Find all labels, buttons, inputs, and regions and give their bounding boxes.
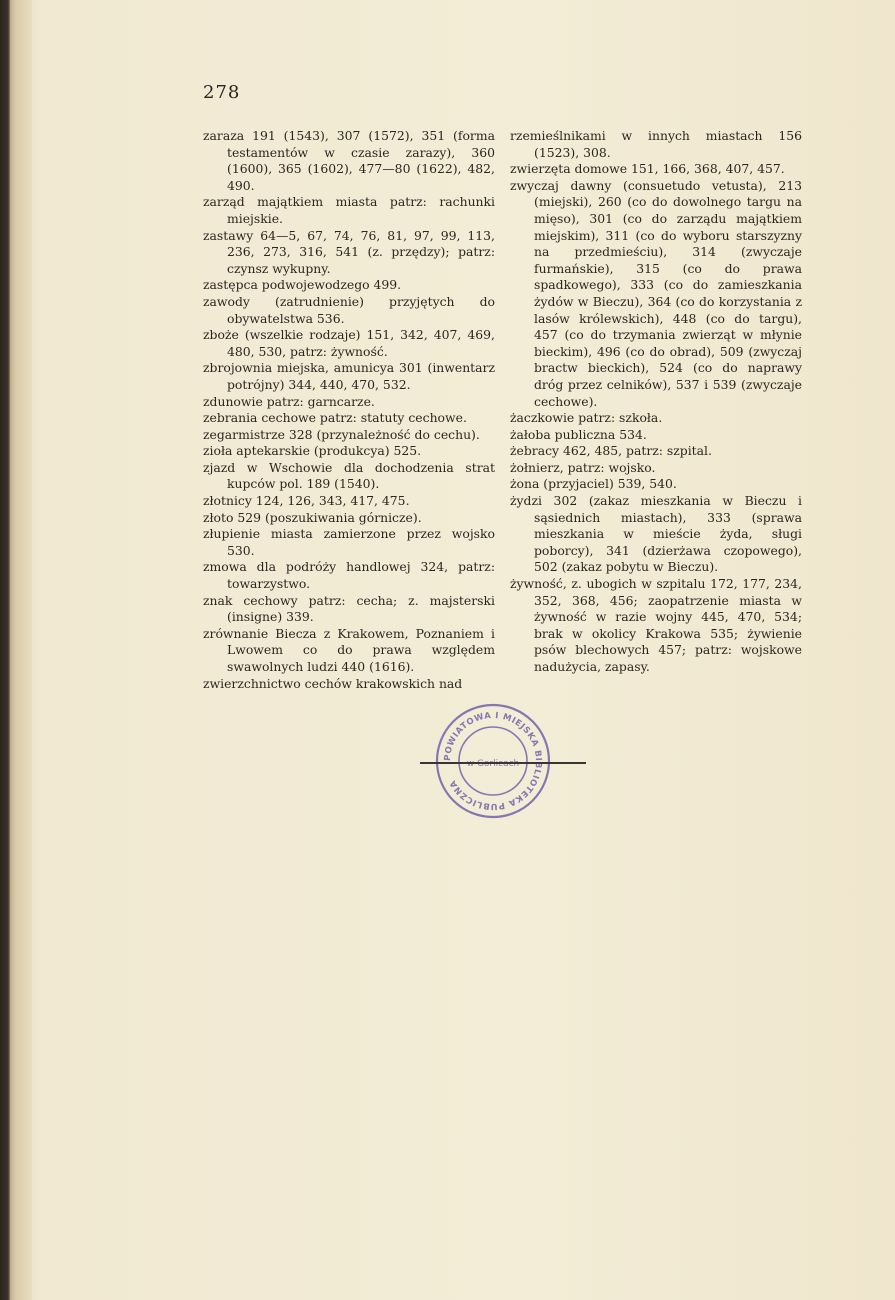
index-entry: zwierzęta domowe 151, 166, 368, 407, 457. xyxy=(510,161,785,177)
index-entry: żebracy 462, 485, patrz: szpital. xyxy=(510,443,712,459)
index-entry: zwierzchnictwo cechów krakowskich nad xyxy=(203,675,463,691)
index-entry: żydzi 302 (zakaz mieszkania w Bieczu i sąsiednich miastach), 333 (sprawa mieszkania w mieście żyda, sługi poborcy), 341 (dzierżawa czopowego), 502 (zakaz pobytu w Bieczu). xyxy=(510,493,802,575)
index-column-right xyxy=(510,128,802,676)
index-entry: zarząd majątkiem miasta patrz: rachunki miejskie. xyxy=(203,194,495,226)
stamp-center-text: w Gorlicach xyxy=(466,759,520,769)
index-entry: zdunowie patrz: garncarze. xyxy=(203,393,375,409)
stamp-ring-text: POWIATOWA I MIEJSKA BIBLIOTEKA PUBLICZNA xyxy=(442,710,544,812)
index-entry: żona (przyjaciel) 539, 540. xyxy=(510,476,677,492)
page-number: 278 xyxy=(203,82,241,103)
index-entry: żywność, z. ubogich w szpitalu 172, 177, 234, 352, 368, 456; zaopatrzenie miasta w żywność w razie wojny 445, 470, 534; brak w okolicy Krakowa 535; żywienie psów blechowych 457; patrz: wojskowe nadużycia, zapasy. xyxy=(510,576,802,674)
index-column-left xyxy=(203,128,495,692)
index-entry: żołnierz, patrz: wojsko. xyxy=(510,459,656,475)
index-entry: zastawy 64—5, 67, 74, 76, 81, 97, 99, 113, 236, 273, 316, 541 (z. przędzy); patrz: czynsz wykupny. xyxy=(203,227,495,276)
binding-edge xyxy=(10,0,32,1300)
index-entry: żaczkowie patrz: szkoła. xyxy=(510,410,663,426)
index-entry: zmowa dla podróży handlowej 324, patrz: towarzystwo. xyxy=(203,559,495,592)
stamp-cancel-line xyxy=(420,762,586,764)
library-stamp-icon xyxy=(434,702,552,820)
index-entry: zegarmistrze 328 (przynależność do cechu). xyxy=(203,426,480,442)
index-entry: zebrania cechowe patrz: statuty cechowe. xyxy=(203,410,467,426)
index-entry: złupienie miasta zamierzone przez wojsko 530. xyxy=(203,526,495,558)
index-entry: zboże (wszelkie rodzaje) 151, 342, 407, 469, 480, 530, patrz: żywność. xyxy=(203,327,495,359)
index-entry: zastępca podwojewodzego 499. xyxy=(203,277,402,293)
index-entry: żałoba publiczna 534. xyxy=(510,426,647,442)
index-entry: zrównanie Biecza z Krakowem, Poznaniem i Lwowem co do prawa względem swawolnych ludzi 440 (1616). xyxy=(203,625,495,674)
index-entry: zawody (zatrudnienie) przyjętych do obywatelstwa 536. xyxy=(203,293,495,326)
index-entry: rzemieślnikami w innych miastach 156 (1523), 308. xyxy=(510,128,802,160)
index-entry: zaraza 191 (1543), 307 (1572), 351 (forma testamentów w czasie zarazy), 360 (1600), 365 (1602), 477—80 (1622), 482, 490. xyxy=(203,128,495,193)
index-entry: zjazd w Wschowie dla dochodzenia strat kupców pol. 189 (1540). xyxy=(203,459,495,492)
index-entry: znak cechowy patrz: cecha; z. majsterski (insigne) 339. xyxy=(203,592,495,625)
index-entry: złotnicy 124, 126, 343, 417, 475. xyxy=(203,493,410,509)
index-entry: zwyczaj dawny (consuetudo vetusta), 213 (miejski), 260 (co do dowolnego targu na mięso), 301 (co do zarządu majątkiem miejskim), 311 (co do wyboru starszyzny na przedmieściu), 314 (zwyczaje furmańskie), 315 (co do prawa spadkowego), 333 (co do zamieszkania żydów w Bieczu), 364 (co do korzystania z lasów królewskich), 448 (co do targu), 457 (co do trzymania zwierząt w młynie bieckim), 496 (co do obrad), 509 (zwyczaj bractw bieckich), 524 (co do naprawy dróg przez celników), 537 i 539 (zwyczaje cechowe). xyxy=(510,177,802,409)
index-entry: zioła aptekarskie (produkcya) 525. xyxy=(203,443,422,459)
index-entry: zbrojownia miejska, amunicya 301 (inwentarz potrójny) 344, 440, 470, 532. xyxy=(203,360,495,392)
index-entry: złoto 529 (poszukiwania górnicze). xyxy=(203,509,422,525)
